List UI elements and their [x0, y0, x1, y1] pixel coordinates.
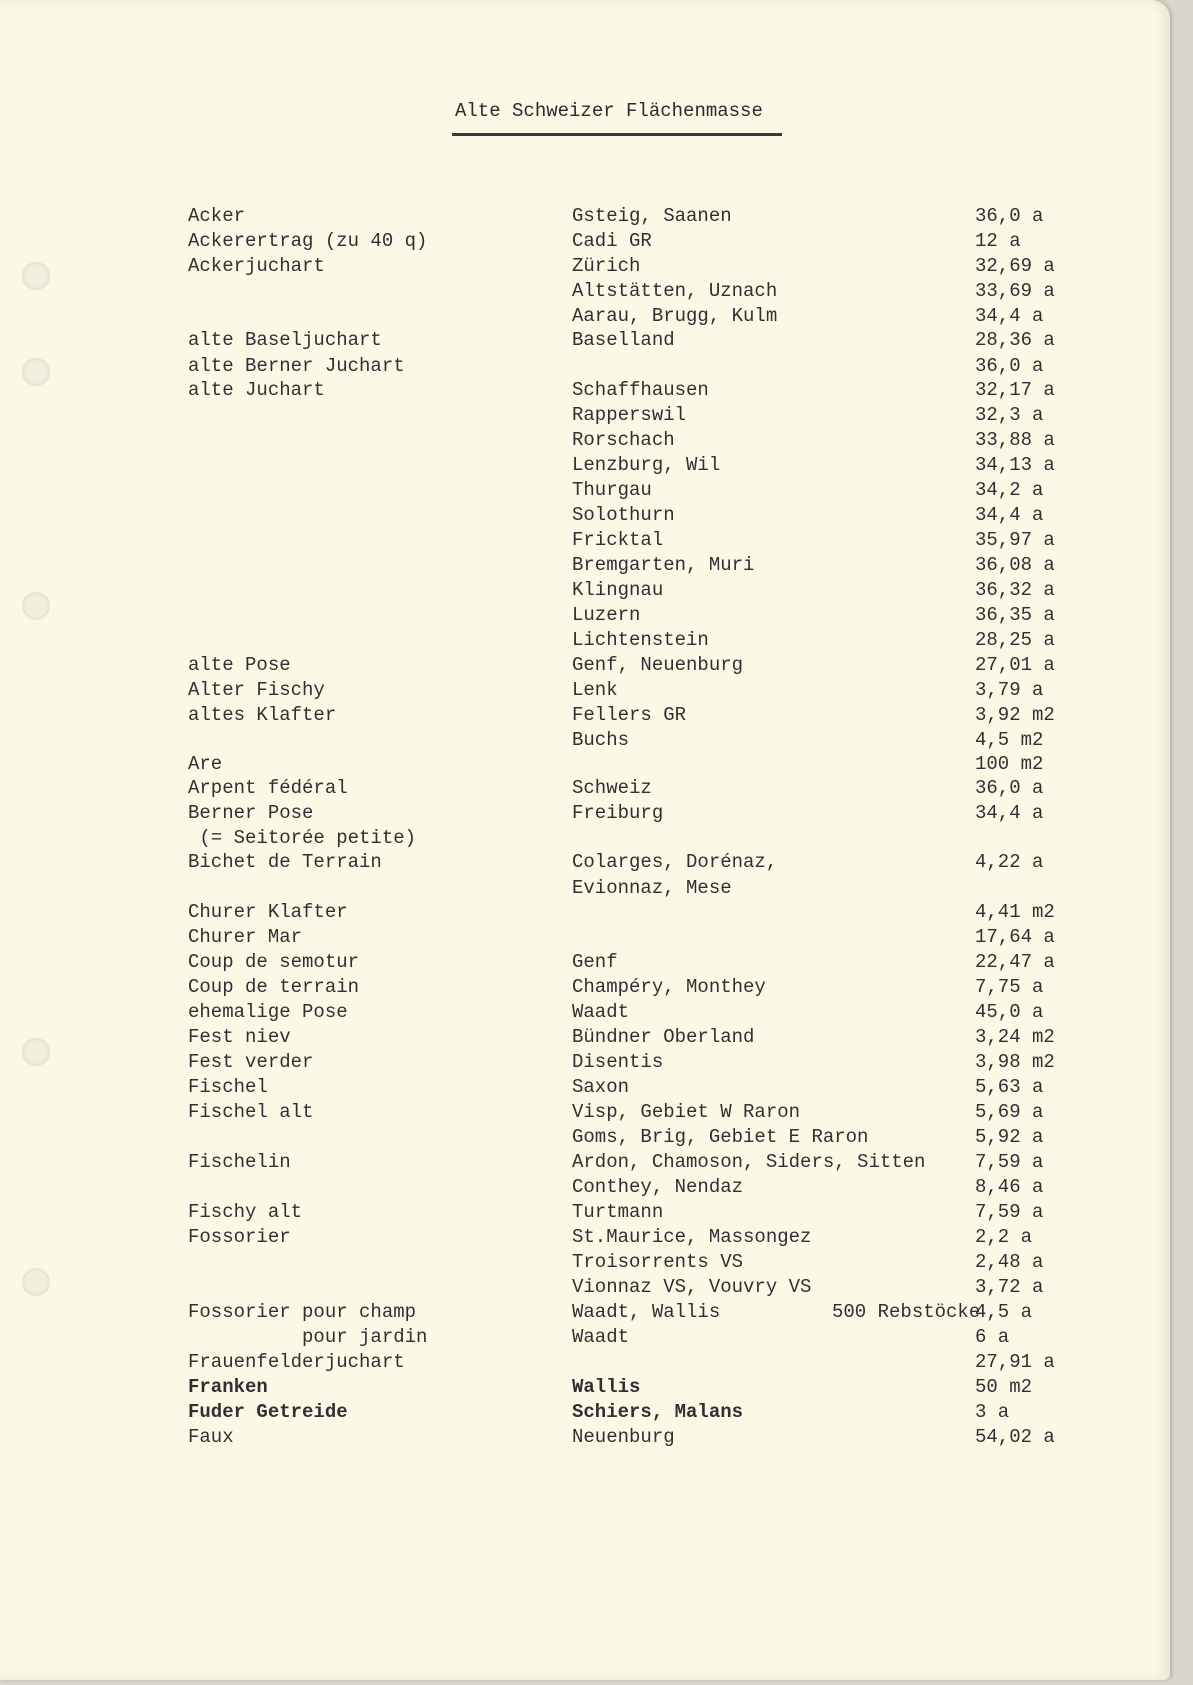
area-value: 35,97 a [975, 529, 1055, 551]
region-name: Champéry, Monthey [572, 976, 766, 998]
title-underline [452, 133, 782, 136]
region-name: Visp, Gebiet W Raron [572, 1101, 801, 1123]
area-value: 33,88 a [975, 429, 1055, 451]
area-value: 34,4 a [975, 504, 1044, 526]
region-name: Neuenburg [572, 1426, 675, 1448]
area-value: 32,69 a [975, 255, 1055, 277]
region-name: Waadt [572, 1001, 630, 1023]
measure-term: pour jardin [188, 1326, 428, 1348]
region-name: Goms, Brig, Gebiet E Raron [572, 1126, 869, 1148]
area-value: 36,32 a [975, 579, 1055, 601]
region-name: Rapperswil [572, 404, 687, 426]
area-value: 6 a [975, 1326, 1010, 1348]
area-value: 3,72 a [975, 1276, 1044, 1298]
region-name: Freiburg [572, 802, 664, 824]
measure-term: alte Pose [188, 654, 291, 676]
punch-hole [22, 1038, 50, 1066]
area-value: 27,01 a [975, 654, 1055, 676]
measure-term: Fischelin [188, 1151, 291, 1173]
measure-term: Frauenfelderjuchart [188, 1351, 405, 1373]
region-name: Solothurn [572, 504, 675, 526]
region-name: Lichtenstein [572, 629, 709, 651]
page-title: Alte Schweizer Flächenmasse [455, 100, 763, 122]
region-name: Thurgau [572, 479, 652, 501]
region-name: Gsteig, Saanen [572, 205, 732, 227]
punch-hole [22, 1268, 50, 1296]
region-name: Colarges, Dorénaz, [572, 851, 778, 873]
area-value: 3,92 m2 [975, 704, 1055, 726]
punch-hole [22, 262, 50, 290]
area-value: 28,25 a [975, 629, 1055, 651]
area-value: 32,3 a [975, 404, 1044, 426]
area-value: 50 m2 [975, 1376, 1033, 1398]
region-name: Fellers GR [572, 704, 687, 726]
area-value: 5,69 a [975, 1101, 1044, 1123]
area-value: 4,22 a [975, 851, 1044, 873]
measure-term: alte Baseljuchart [188, 329, 382, 351]
area-value: 8,46 a [975, 1176, 1044, 1198]
region-name: Saxon [572, 1076, 630, 1098]
measure-term: (= Seitorée petite) [188, 827, 417, 849]
area-value: 33,69 a [975, 280, 1055, 302]
region-name: Troisorrents VS [572, 1251, 744, 1273]
region-name: Conthey, Nendaz [572, 1176, 744, 1198]
measure-term: Fuder Getreide [188, 1401, 348, 1423]
row-note: 500 Rebstöcke [832, 1301, 981, 1323]
measure-term: Bichet de Terrain [188, 851, 382, 873]
measure-term: Fest verder [188, 1051, 314, 1073]
region-name: Schaffhausen [572, 379, 709, 401]
region-name: Lenzburg, Wil [572, 454, 721, 476]
region-name: Schiers, Malans [572, 1401, 744, 1423]
area-value: 3,98 m2 [975, 1051, 1055, 1073]
measure-term: ehemalige Pose [188, 1001, 348, 1023]
measure-term: Coup de terrain [188, 976, 360, 998]
region-name: St.Maurice, Massongez [572, 1226, 812, 1248]
region-name: Aarau, Brugg, Kulm [572, 305, 778, 327]
area-value: 34,2 a [975, 479, 1044, 501]
area-value: 34,4 a [975, 305, 1044, 327]
area-value: 100 m2 [975, 753, 1044, 775]
area-value: 34,4 a [975, 802, 1044, 824]
region-name: Schweiz [572, 777, 652, 799]
measure-term: Fest niev [188, 1026, 291, 1048]
measure-term: Ackerjuchart [188, 255, 325, 277]
area-value: 12 a [975, 230, 1021, 252]
punch-hole [22, 358, 50, 386]
measure-term: Franken [188, 1376, 268, 1398]
area-value: 2,48 a [975, 1251, 1044, 1273]
area-value: 22,47 a [975, 951, 1055, 973]
area-value: 4,41 m2 [975, 901, 1055, 923]
measure-term: Churer Klafter [188, 901, 348, 923]
measure-term: Fischel alt [188, 1101, 314, 1123]
region-name: Buchs [572, 729, 630, 751]
measure-term: alte Berner Juchart [188, 355, 405, 377]
area-value: 2,2 a [975, 1226, 1033, 1248]
region-name: Cadi GR [572, 230, 652, 252]
area-value: 27,91 a [975, 1351, 1055, 1373]
area-value: 28,36 a [975, 329, 1055, 351]
area-value: 3,24 m2 [975, 1026, 1055, 1048]
measure-term: Acker [188, 205, 246, 227]
region-name: Waadt, Wallis [572, 1301, 721, 1323]
region-name: Wallis [572, 1376, 641, 1398]
area-value: 7,59 a [975, 1151, 1044, 1173]
region-name: Vionnaz VS, Vouvry VS [572, 1276, 812, 1298]
area-value: 32,17 a [975, 379, 1055, 401]
measure-term: Coup de semotur [188, 951, 360, 973]
punch-hole [22, 592, 50, 620]
region-name: Klingnau [572, 579, 664, 601]
area-value: 34,13 a [975, 454, 1055, 476]
area-value: 3,79 a [975, 679, 1044, 701]
region-name: Genf, Neuenburg [572, 654, 744, 676]
region-name: Evionnaz, Mese [572, 877, 732, 899]
region-name: Genf [572, 951, 618, 973]
measure-term: Arpent fédéral [188, 777, 348, 799]
measure-term: Fossorier pour champ [188, 1301, 417, 1323]
measure-term: Alter Fischy [188, 679, 325, 701]
measure-term: Fischel [188, 1076, 268, 1098]
area-value: 45,0 a [975, 1001, 1044, 1023]
region-name: Bündner Oberland [572, 1026, 755, 1048]
region-name: Rorschach [572, 429, 675, 451]
area-value: 36,0 a [975, 355, 1044, 377]
region-name: Waadt [572, 1326, 630, 1348]
region-name: Turtmann [572, 1201, 664, 1223]
region-name: Fricktal [572, 529, 664, 551]
area-value: 7,75 a [975, 976, 1044, 998]
area-value: 4,5 m2 [975, 729, 1044, 751]
region-name: Zürich [572, 255, 641, 277]
area-value: 4,5 a [975, 1301, 1033, 1323]
area-value: 54,02 a [975, 1426, 1055, 1448]
measure-term: Ackerertrag (zu 40 q) [188, 230, 428, 252]
measure-term: Fischy alt [188, 1201, 303, 1223]
measure-term: Faux [188, 1426, 234, 1448]
area-value: 7,59 a [975, 1201, 1044, 1223]
area-value: 36,0 a [975, 205, 1044, 227]
area-value: 36,08 a [975, 554, 1055, 576]
measure-term: Fossorier [188, 1226, 291, 1248]
area-value: 5,92 a [975, 1126, 1044, 1148]
region-name: Disentis [572, 1051, 664, 1073]
area-value: 3 a [975, 1401, 1010, 1423]
area-value: 5,63 a [975, 1076, 1044, 1098]
measure-term: Churer Mar [188, 926, 303, 948]
area-value: 36,0 a [975, 777, 1044, 799]
region-name: Ardon, Chamoson, Siders, Sitten [572, 1151, 926, 1173]
area-value: 17,64 a [975, 926, 1055, 948]
measure-term: Are [188, 753, 223, 775]
measure-term: altes Klafter [188, 704, 337, 726]
area-value: 36,35 a [975, 604, 1055, 626]
measure-term: Berner Pose [188, 802, 314, 824]
region-name: Baselland [572, 329, 675, 351]
region-name: Bremgarten, Muri [572, 554, 755, 576]
region-name: Altstätten, Uznach [572, 280, 778, 302]
region-name: Lenk [572, 679, 618, 701]
region-name: Luzern [572, 604, 641, 626]
measure-term: alte Juchart [188, 379, 325, 401]
